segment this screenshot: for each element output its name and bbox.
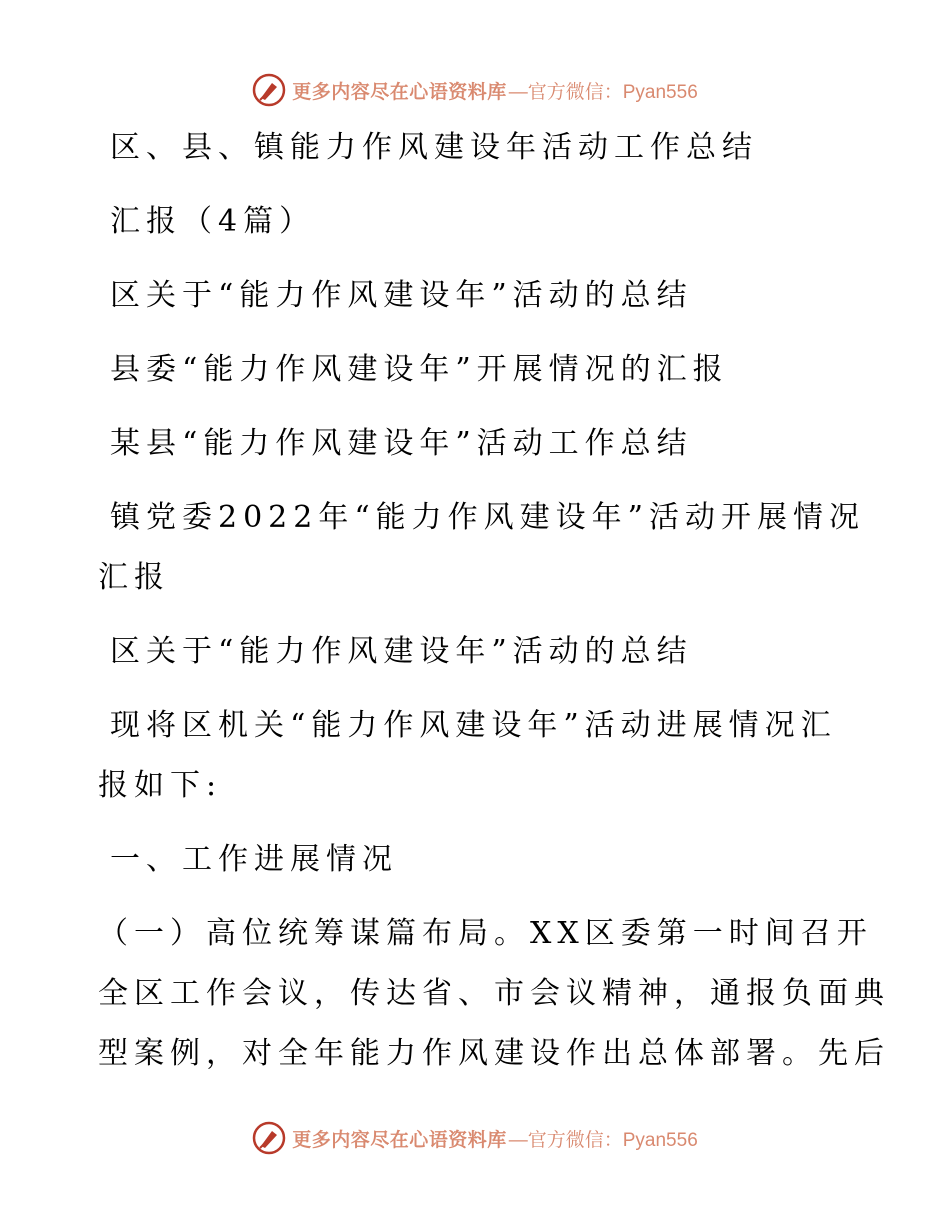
section-title: 区关于“能力作风建设年”活动的总结 (110, 634, 693, 669)
paragraph-1-line-2: 全区工作会议，传达省、市会议精神，通报负面典 (98, 976, 890, 1011)
intro-paragraph-line-2: 报如下: (98, 768, 223, 803)
watermark-contact-text: —官方微信：Pyan556 (508, 81, 698, 103)
footer-watermark-banner (0, 1118, 950, 1158)
paragraph-1-line-1: （一）高位统筹谋篇布局。XX区委第一时间召开 (98, 916, 873, 951)
toc-item-2: 县委“能力作风建设年”开展情况的汇报 (110, 352, 729, 387)
document-body (98, 118, 890, 1084)
intro-paragraph-line-1: 现将区机关“能力作风建设年”活动进展情况汇 (110, 708, 837, 743)
toc-item-1: 区关于“能力作风建设年”活动的总结 (110, 278, 693, 313)
pen-nib-logo-icon (252, 1121, 286, 1155)
watermark-brand-text: 更多内容尽在心语资料库 (292, 1128, 507, 1151)
toc-item-4-line-1: 镇党委2022年“能力作风建设年”活动开展情况 (110, 500, 866, 535)
paragraph-1-line-3: 型案例，对全年能力作风建设作出总体部署。先后 (98, 1036, 890, 1071)
toc-item-4-line-2: 汇报 (98, 560, 170, 595)
header-watermark-banner (0, 70, 950, 110)
toc-item-3: 某县“能力作风建设年”活动工作总结 (110, 426, 693, 461)
document-title-line-1: 区、县、镇能力作风建设年活动工作总结 (110, 130, 758, 165)
watermark-contact-text: —官方微信：Pyan556 (508, 1129, 698, 1151)
document-title-line-2: 汇报（4篇） (110, 204, 316, 239)
heading-work-progress: 一、工作进展情况 (110, 842, 398, 877)
pen-nib-logo-icon (252, 73, 286, 107)
watermark-brand-text: 更多内容尽在心语资料库 (292, 80, 507, 103)
